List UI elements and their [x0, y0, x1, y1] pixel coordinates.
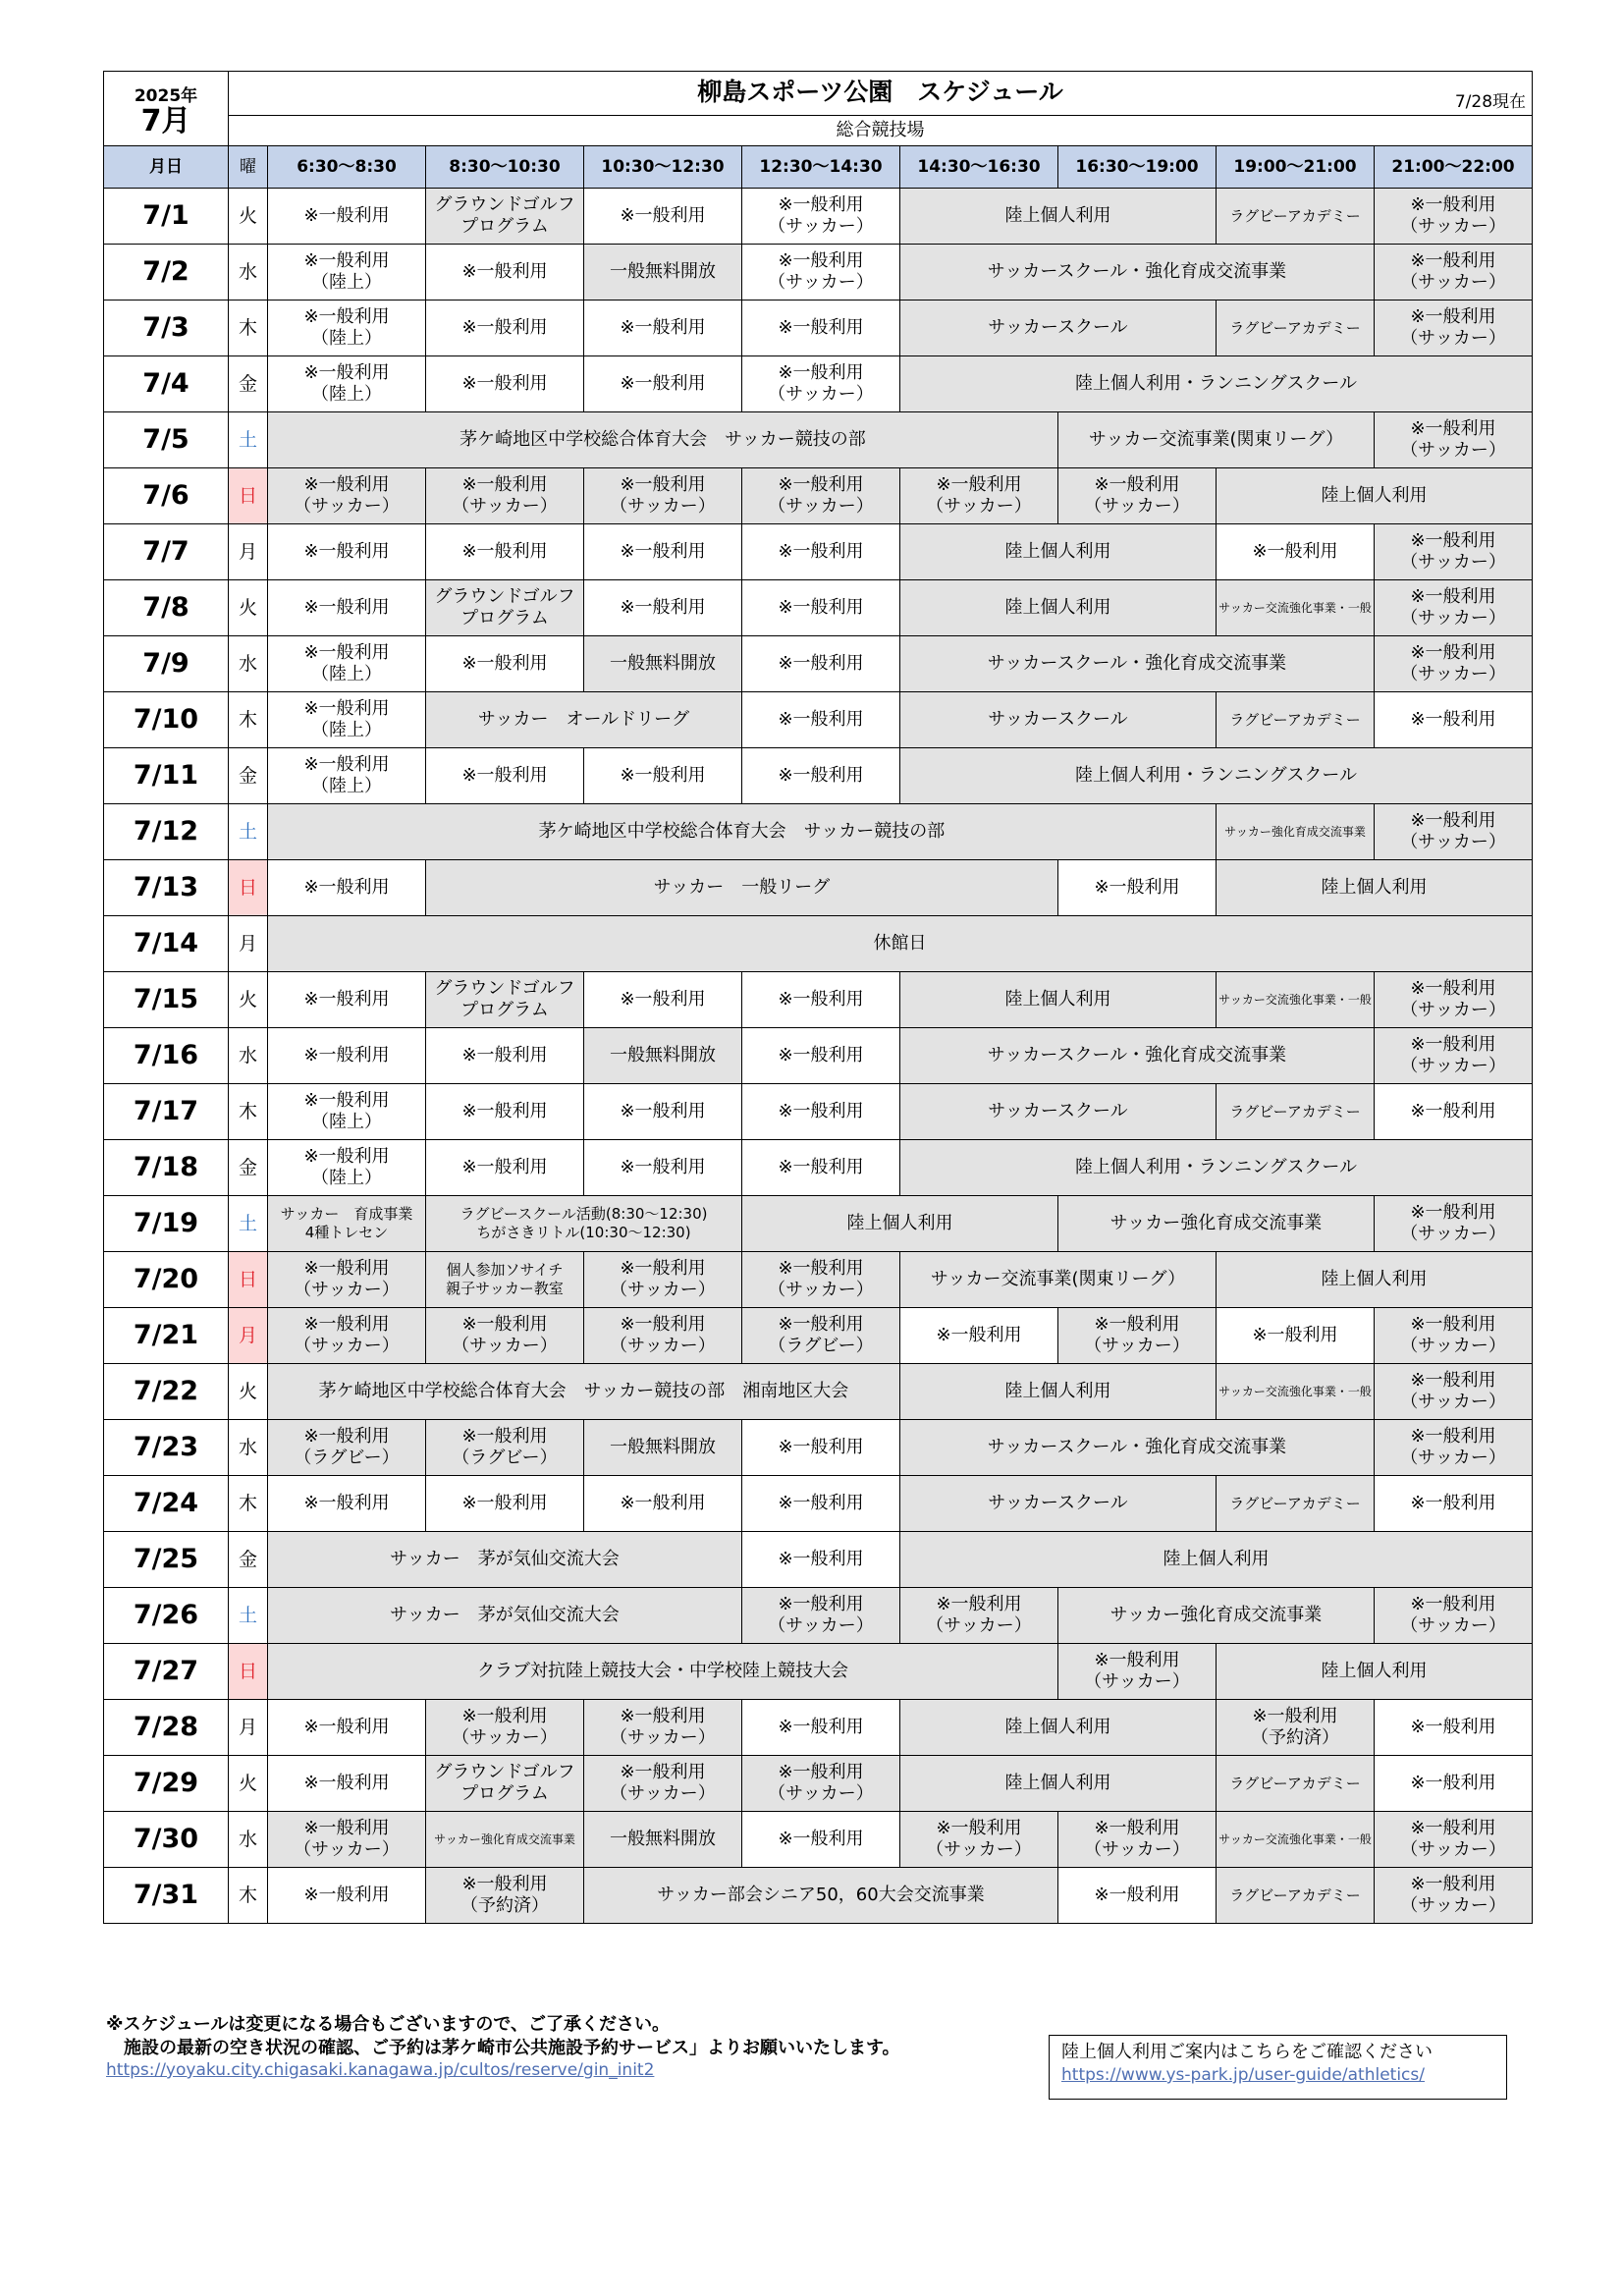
schedule-cell: ※一般利用: [1375, 692, 1533, 748]
schedule-cell: ※一般利用: [1217, 1308, 1375, 1364]
footer-notes: [106, 2013, 1088, 2080]
schedule-cell: ※一般利用: [742, 1476, 900, 1532]
schedule-cell: ※一般利用 （サッカー）: [1375, 1420, 1533, 1476]
date-cell: 7/16: [104, 1028, 229, 1084]
weekday-cell: 土: [229, 1588, 268, 1644]
schedule-cell: ※一般利用: [426, 1476, 584, 1532]
schedule-cell: サッカースクール: [900, 1084, 1217, 1140]
weekday-cell: 木: [229, 301, 268, 356]
date-cell: 7/13: [104, 860, 229, 916]
schedule-cell: ※一般利用: [268, 1476, 426, 1532]
schedule-cell: ※一般利用: [426, 1140, 584, 1196]
as-of-date: 7/28現在: [1454, 92, 1527, 112]
date-cell: 7/12: [104, 804, 229, 860]
date-cell: 7/30: [104, 1812, 229, 1868]
schedule-cell: ※一般利用 （サッカー）: [1058, 1308, 1217, 1364]
schedule-cell: サッカー交流強化事業・一般: [1217, 580, 1375, 636]
schedule-cell: ※一般利用: [742, 1084, 900, 1140]
weekday-cell: 木: [229, 1868, 268, 1924]
date-cell: 7/8: [104, 580, 229, 636]
schedule-cell: ※一般利用 （サッカー）: [742, 468, 900, 524]
schedule-cell: 陸上個人利用: [900, 1700, 1217, 1756]
schedule-row: [104, 916, 1533, 972]
schedule-cell: サッカースクール・強化育成交流事業: [900, 636, 1375, 692]
schedule-row: [104, 1420, 1533, 1476]
schedule-cell: ※一般利用 （サッカー）: [584, 468, 742, 524]
schedule-row: [104, 1644, 1533, 1700]
schedule-cell: 陸上個人利用: [900, 1756, 1217, 1812]
schedule-cell: ※一般利用: [742, 1812, 900, 1868]
schedule-row: [104, 301, 1533, 356]
schedule-cell: ※一般利用 （サッカー）: [1375, 1812, 1533, 1868]
page-title: 柳島スポーツ公園 スケジュール: [697, 77, 1063, 106]
schedule-cell: ラグビーアカデミー: [1217, 1476, 1375, 1532]
schedule-row: [104, 860, 1533, 916]
athletics-info-box: [1049, 2035, 1507, 2100]
schedule-cell: ※一般利用 （サッカー）: [1375, 1588, 1533, 1644]
schedule-cell: ※一般利用: [426, 1028, 584, 1084]
schedule-cell: ※一般利用 （サッカー）: [1375, 804, 1533, 860]
schedule-cell: ※一般利用 （サッカー）: [1375, 1308, 1533, 1364]
schedule-row: [104, 1588, 1533, 1644]
footer-note-2: 施設の最新の空き状況の確認、ご予約は茅ケ崎市公共施設予約サービス」よりお願いいたします。: [106, 2038, 900, 2058]
col-header-slot: 16:30～19:00: [1058, 146, 1217, 189]
year-month-cell: [104, 72, 229, 146]
schedule-cell: ※一般利用: [742, 636, 900, 692]
schedule-cell: サッカー強化育成交流事業: [426, 1812, 584, 1868]
schedule-cell: サッカー強化育成交流事業: [1058, 1588, 1375, 1644]
date-cell: 7/22: [104, 1364, 229, 1420]
weekday-cell: 月: [229, 1700, 268, 1756]
schedule-cell: ※一般利用: [426, 301, 584, 356]
schedule-cell: サッカー交流事業(関東リーグ）: [900, 1252, 1217, 1308]
weekday-cell: 月: [229, 916, 268, 972]
schedule-cell: ※一般利用: [268, 1868, 426, 1924]
schedule-cell: 陸上個人利用: [900, 524, 1217, 580]
schedule-cell: サッカー 茅が気仙交流大会: [268, 1532, 742, 1588]
schedule-row: [104, 1308, 1533, 1364]
weekday-cell: 月: [229, 1308, 268, 1364]
schedule-cell: サッカースクール・強化育成交流事業: [900, 1028, 1375, 1084]
schedule-cell: ※一般利用: [426, 245, 584, 301]
schedule-cell: ※一般利用 （陸上）: [268, 356, 426, 412]
schedule-cell: ※一般利用 （サッカー）: [1375, 412, 1533, 468]
schedule-cell: グラウンドゴルフ プログラム: [426, 972, 584, 1028]
schedule-cell: ※一般利用: [742, 1700, 900, 1756]
schedule-cell: ※一般利用: [268, 580, 426, 636]
date-cell: 7/14: [104, 916, 229, 972]
date-cell: 7/17: [104, 1084, 229, 1140]
schedule-row: [104, 692, 1533, 748]
weekday-cell: 日: [229, 1644, 268, 1700]
schedule-cell: ※一般利用: [584, 301, 742, 356]
schedule-cell: 一般無料開放: [584, 636, 742, 692]
weekday-cell: 日: [229, 860, 268, 916]
schedule-cell: サッカー交流強化事業・一般: [1217, 1812, 1375, 1868]
weekday-cell: 火: [229, 1756, 268, 1812]
schedule-cell: ※一般利用: [268, 1700, 426, 1756]
schedule-cell: ラグビーアカデミー: [1217, 301, 1375, 356]
schedule-cell: ※一般利用 （サッカー）: [900, 1812, 1058, 1868]
schedule-cell: ※一般利用 （陸上）: [268, 301, 426, 356]
schedule-cell: ※一般利用: [584, 1084, 742, 1140]
schedule-cell: ※一般利用: [268, 189, 426, 245]
schedule-cell: ※一般利用: [268, 972, 426, 1028]
weekday-cell: 水: [229, 636, 268, 692]
year-label: 2025年: [134, 85, 198, 106]
schedule-cell: 陸上個人利用・ランニングスクール: [900, 356, 1533, 412]
schedule-cell: サッカー交流強化事業・一般: [1217, 972, 1375, 1028]
schedule-cell: サッカー部会シニア50，60大会交流事業: [584, 1868, 1058, 1924]
schedule-cell: ※一般利用 （サッカー）: [1375, 245, 1533, 301]
weekday-cell: 水: [229, 1812, 268, 1868]
schedule-cell: 陸上個人利用: [900, 1364, 1217, 1420]
schedule-cell: ※一般利用 （陸上）: [268, 1084, 426, 1140]
schedule-cell: ※一般利用: [584, 356, 742, 412]
schedule-cell: ※一般利用 （サッカー）: [742, 356, 900, 412]
schedule-cell: ※一般利用 （サッカー）: [1375, 1868, 1533, 1924]
col-header-slot: 21:00～22:00: [1375, 146, 1533, 189]
schedule-cell: 個人参加ソサイチ 親子サッカー教室: [426, 1252, 584, 1308]
date-cell: 7/23: [104, 1420, 229, 1476]
athletics-info-text: 陸上個人利用ご案内はこちらをご確認ください: [1061, 2042, 1433, 2062]
weekday-cell: 土: [229, 1196, 268, 1252]
weekday-cell: 金: [229, 1140, 268, 1196]
schedule-cell: ※一般利用: [742, 301, 900, 356]
schedule-cell: サッカー強化育成交流事業: [1217, 804, 1375, 860]
schedule-row: [104, 1196, 1533, 1252]
title-cell: [229, 72, 1533, 116]
schedule-cell: クラブ対抗陸上競技大会・中学校陸上競技大会: [268, 1644, 1058, 1700]
schedule-cell: ※一般利用: [426, 1084, 584, 1140]
date-cell: 7/21: [104, 1308, 229, 1364]
col-header-date: 月日: [104, 146, 229, 189]
schedule-cell: 一般無料開放: [584, 245, 742, 301]
schedule-cell: ※一般利用: [1217, 524, 1375, 580]
schedule-cell: ※一般利用: [1375, 1700, 1533, 1756]
schedule-cell: サッカー オールドリーグ: [426, 692, 742, 748]
date-cell: 7/9: [104, 636, 229, 692]
schedule-cell: 陸上個人利用: [742, 1196, 1058, 1252]
weekday-cell: 水: [229, 245, 268, 301]
schedule-cell: ※一般利用 （サッカー）: [900, 1588, 1058, 1644]
date-cell: 7/29: [104, 1756, 229, 1812]
schedule-cell: ※一般利用 （サッカー）: [742, 189, 900, 245]
weekday-cell: 金: [229, 748, 268, 804]
date-cell: 7/18: [104, 1140, 229, 1196]
schedule-cell: 陸上個人利用・ランニングスクール: [900, 1140, 1533, 1196]
schedule-cell: サッカースクール: [900, 301, 1217, 356]
schedule-row: [104, 1252, 1533, 1308]
schedule-cell: ※一般利用 （サッカー）: [268, 468, 426, 524]
schedule-cell: 一般無料開放: [584, 1420, 742, 1476]
schedule-row: [104, 804, 1533, 860]
schedule-row: [104, 1868, 1533, 1924]
schedule-cell: 陸上個人利用: [900, 580, 1217, 636]
weekday-cell: 火: [229, 972, 268, 1028]
schedule-cell: サッカー 一般リーグ: [426, 860, 1058, 916]
col-header-slot: 12:30～14:30: [742, 146, 900, 189]
schedule-cell: ※一般利用: [742, 1532, 900, 1588]
schedule-cell: ※一般利用 （サッカー）: [268, 1812, 426, 1868]
date-cell: 7/24: [104, 1476, 229, 1532]
schedule-cell: グラウンドゴルフ プログラム: [426, 1756, 584, 1812]
schedule-cell: ※一般利用 （サッカー）: [900, 468, 1058, 524]
schedule-cell: サッカー 育成事業 4種トレセン: [268, 1196, 426, 1252]
schedule-cell: ※一般利用 （サッカー）: [742, 245, 900, 301]
schedule-cell: サッカースクール: [900, 1476, 1217, 1532]
schedule-cell: ※一般利用 （予約済）: [426, 1868, 584, 1924]
schedule-cell: ※一般利用: [1058, 1868, 1217, 1924]
weekday-cell: 土: [229, 804, 268, 860]
schedule-row: [104, 1140, 1533, 1196]
schedule-cell: ラグビーアカデミー: [1217, 1868, 1375, 1924]
weekday-cell: 火: [229, 580, 268, 636]
schedule-cell: ※一般利用: [742, 972, 900, 1028]
date-cell: 7/11: [104, 748, 229, 804]
col-header-slot: 10:30～12:30: [584, 146, 742, 189]
schedule-cell: 陸上個人利用: [1217, 468, 1533, 524]
schedule-row: [104, 245, 1533, 301]
schedule-cell: ※一般利用 （陸上）: [268, 245, 426, 301]
footer-note-1: ※スケジュールは変更になる場合もございますので、ご了承ください。: [106, 2014, 671, 2035]
schedule-cell: 茅ケ崎地区中学校総合体育大会 サッカー競技の部: [268, 804, 1217, 860]
schedule-row: [104, 1532, 1533, 1588]
date-cell: 7/5: [104, 412, 229, 468]
schedule-cell: ※一般利用 （サッカー）: [426, 1700, 584, 1756]
schedule-cell: 休館日: [268, 916, 1533, 972]
schedule-cell: ※一般利用 （サッカー）: [1058, 468, 1217, 524]
schedule-row: [104, 1084, 1533, 1140]
schedule-cell: ※一般利用: [584, 580, 742, 636]
date-cell: 7/2: [104, 245, 229, 301]
schedule-cell: ※一般利用 （サッカー）: [1375, 972, 1533, 1028]
schedule-row: [104, 1756, 1533, 1812]
schedule-cell: ※一般利用 （陸上）: [268, 636, 426, 692]
schedule-cell: 陸上個人利用: [900, 189, 1217, 245]
date-cell: 7/6: [104, 468, 229, 524]
weekday-cell: 日: [229, 468, 268, 524]
schedule-cell: ※一般利用 （サッカー）: [742, 1588, 900, 1644]
schedule-cell: ※一般利用 （サッカー）: [426, 468, 584, 524]
schedule-cell: ※一般利用: [584, 972, 742, 1028]
schedule-cell: ※一般利用 （サッカー）: [1375, 1364, 1533, 1420]
schedule-cell: サッカースクール・強化育成交流事業: [900, 245, 1375, 301]
schedule-row: [104, 1364, 1533, 1420]
weekday-cell: 土: [229, 412, 268, 468]
schedule-row: [104, 356, 1533, 412]
schedule-row: [104, 972, 1533, 1028]
schedule-cell: グラウンドゴルフ プログラム: [426, 189, 584, 245]
schedule-cell: ※一般利用: [742, 1420, 900, 1476]
schedule-cell: ※一般利用 （サッカー）: [268, 1252, 426, 1308]
schedule-cell: ※一般利用 （サッカー）: [1058, 1644, 1217, 1700]
col-header-slot: 19:00～21:00: [1217, 146, 1375, 189]
date-cell: 7/10: [104, 692, 229, 748]
schedule-cell: ※一般利用: [426, 636, 584, 692]
col-header-weekday: 曜: [229, 146, 268, 189]
schedule-cell: ラグビーアカデミー: [1217, 692, 1375, 748]
schedule-cell: ※一般利用: [584, 189, 742, 245]
schedule-cell: ※一般利用: [426, 524, 584, 580]
weekday-cell: 木: [229, 1084, 268, 1140]
schedule-cell: ※一般利用 （サッカー）: [584, 1252, 742, 1308]
schedule-cell: ※一般利用 （サッカー）: [1375, 580, 1533, 636]
date-cell: 7/25: [104, 1532, 229, 1588]
weekday-cell: 金: [229, 1532, 268, 1588]
date-cell: 7/27: [104, 1644, 229, 1700]
schedule-cell: ※一般利用 （陸上）: [268, 692, 426, 748]
schedule-cell: ※一般利用 （ラグビー）: [742, 1308, 900, 1364]
schedule-cell: ※一般利用 （サッカー）: [1375, 636, 1533, 692]
schedule-cell: ※一般利用: [742, 692, 900, 748]
schedule-cell: 茅ケ崎地区中学校総合体育大会 サッカー競技の部 湘南地区大会: [268, 1364, 900, 1420]
schedule-cell: ※一般利用 （陸上）: [268, 748, 426, 804]
weekday-cell: 日: [229, 1252, 268, 1308]
schedule-cell: サッカースクール: [900, 692, 1217, 748]
date-cell: 7/20: [104, 1252, 229, 1308]
schedule-cell: ※一般利用 （サッカー）: [584, 1308, 742, 1364]
schedule-cell: ※一般利用 （サッカー）: [1375, 1196, 1533, 1252]
schedule-cell: サッカー交流事業(関東リーグ）: [1058, 412, 1375, 468]
date-cell: 7/4: [104, 356, 229, 412]
schedule-cell: ※一般利用: [742, 524, 900, 580]
schedule-cell: ※一般利用 （サッカー）: [742, 1252, 900, 1308]
date-cell: 7/7: [104, 524, 229, 580]
col-header-slot: 6:30～8:30: [268, 146, 426, 189]
schedule-cell: ※一般利用: [742, 1140, 900, 1196]
schedule-cell: 一般無料開放: [584, 1812, 742, 1868]
schedule-cell: 陸上個人利用: [1217, 1644, 1533, 1700]
weekday-cell: 木: [229, 692, 268, 748]
date-cell: 7/15: [104, 972, 229, 1028]
schedule-cell: ※一般利用: [268, 1756, 426, 1812]
schedule-row: [104, 468, 1533, 524]
schedule-cell: ※一般利用: [584, 1476, 742, 1532]
schedule-cell: ※一般利用 （サッカー）: [1375, 189, 1533, 245]
schedule-cell: グラウンドゴルフ プログラム: [426, 580, 584, 636]
column-header-row: [104, 146, 1533, 189]
schedule-cell: ※一般利用 （陸上）: [268, 1140, 426, 1196]
schedule-cell: 陸上個人利用: [900, 1532, 1533, 1588]
schedule-cell: ※一般利用 （サッカー）: [268, 1308, 426, 1364]
schedule-cell: ※一般利用: [584, 1140, 742, 1196]
schedule-cell: ※一般利用: [584, 748, 742, 804]
date-cell: 7/31: [104, 1868, 229, 1924]
schedule-cell: 陸上個人利用: [1217, 860, 1533, 916]
schedule-cell: ※一般利用 （サッカー）: [584, 1700, 742, 1756]
weekday-cell: 火: [229, 189, 268, 245]
date-cell: 7/19: [104, 1196, 229, 1252]
schedule-cell: ※一般利用: [1058, 860, 1217, 916]
schedule-cell: ※一般利用: [426, 356, 584, 412]
schedule-cell: ※一般利用: [426, 748, 584, 804]
schedule-row: [104, 748, 1533, 804]
schedule-row: [104, 1476, 1533, 1532]
schedule-cell: サッカー強化育成交流事業: [1058, 1196, 1375, 1252]
schedule-row: [104, 189, 1533, 245]
schedule-cell: ラグビースクール活動(8:30～12:30) ちがさきリトル(10:30～12:30): [426, 1196, 742, 1252]
schedule-cell: サッカースクール・強化育成交流事業: [900, 1420, 1375, 1476]
schedule-cell: 陸上個人利用: [900, 972, 1217, 1028]
schedule-row: [104, 1812, 1533, 1868]
schedule-cell: ラグビーアカデミー: [1217, 189, 1375, 245]
weekday-cell: 水: [229, 1028, 268, 1084]
schedule-cell: ラグビーアカデミー: [1217, 1756, 1375, 1812]
schedule-cell: サッカー 茅が気仙交流大会: [268, 1588, 742, 1644]
schedule-cell: ※一般利用 （サッカー）: [1375, 524, 1533, 580]
schedule-cell: ※一般利用: [742, 580, 900, 636]
schedule-cell: ※一般利用 （サッカー）: [1375, 301, 1533, 356]
schedule-cell: ※一般利用 （サッカー）: [742, 1756, 900, 1812]
schedule-table: [103, 71, 1533, 1924]
schedule-row: [104, 636, 1533, 692]
schedule-cell: ※一般利用: [900, 1308, 1058, 1364]
weekday-cell: 火: [229, 1364, 268, 1420]
schedule-cell: ※一般利用 （ラグビー）: [268, 1420, 426, 1476]
schedule-cell: ※一般利用: [1375, 1756, 1533, 1812]
date-cell: 7/3: [104, 301, 229, 356]
schedule-cell: ※一般利用 （サッカー）: [1375, 1028, 1533, 1084]
weekday-cell: 月: [229, 524, 268, 580]
schedule-cell: ※一般利用: [1375, 1476, 1533, 1532]
date-cell: 7/26: [104, 1588, 229, 1644]
schedule-row: [104, 524, 1533, 580]
schedule-cell: 陸上個人利用: [1217, 1252, 1533, 1308]
athletics-guide-link[interactable]: https://www.ys-park.jp/user-guide/athletics/: [1061, 2065, 1425, 2085]
schedule-cell: ※一般利用: [742, 748, 900, 804]
schedule-cell: 茅ケ崎地区中学校総合体育大会 サッカー競技の部: [268, 412, 1058, 468]
schedule-cell: ※一般利用: [268, 1028, 426, 1084]
weekday-cell: 金: [229, 356, 268, 412]
weekday-cell: 水: [229, 1420, 268, 1476]
month-label: 7月: [140, 103, 191, 138]
schedule-cell: ※一般利用: [268, 524, 426, 580]
schedule-cell: サッカー交流強化事業・一般: [1217, 1364, 1375, 1420]
schedule-row: [104, 1028, 1533, 1084]
schedule-cell: 陸上個人利用・ランニングスクール: [900, 748, 1533, 804]
schedule-cell: ※一般利用: [584, 524, 742, 580]
schedule-cell: ラグビーアカデミー: [1217, 1084, 1375, 1140]
schedule-cell: ※一般利用: [268, 860, 426, 916]
col-header-slot: 8:30～10:30: [426, 146, 584, 189]
weekday-cell: 木: [229, 1476, 268, 1532]
schedule-cell: ※一般利用 （サッカー）: [1058, 1812, 1217, 1868]
schedule-row: [104, 412, 1533, 468]
col-header-slot: 14:30～16:30: [900, 146, 1058, 189]
schedule-row: [104, 1700, 1533, 1756]
schedule-row: [104, 580, 1533, 636]
schedule-cell: ※一般利用: [1375, 1084, 1533, 1140]
schedule-cell: ※一般利用: [742, 1028, 900, 1084]
date-cell: 7/28: [104, 1700, 229, 1756]
schedule-cell: ※一般利用 （ラグビー）: [426, 1420, 584, 1476]
reservation-link[interactable]: https://yoyaku.city.chigasaki.kanagawa.jp/cultos/reserve/gin_init2: [106, 2060, 655, 2080]
schedule-cell: ※一般利用 （サッカー）: [426, 1308, 584, 1364]
schedule-cell: ※一般利用 （予約済）: [1217, 1700, 1375, 1756]
venue-name: 総合競技場: [229, 116, 1533, 146]
date-cell: 7/1: [104, 189, 229, 245]
schedule-sheet: [103, 71, 1532, 1924]
schedule-cell: ※一般利用 （サッカー）: [584, 1756, 742, 1812]
schedule-cell: 一般無料開放: [584, 1028, 742, 1084]
